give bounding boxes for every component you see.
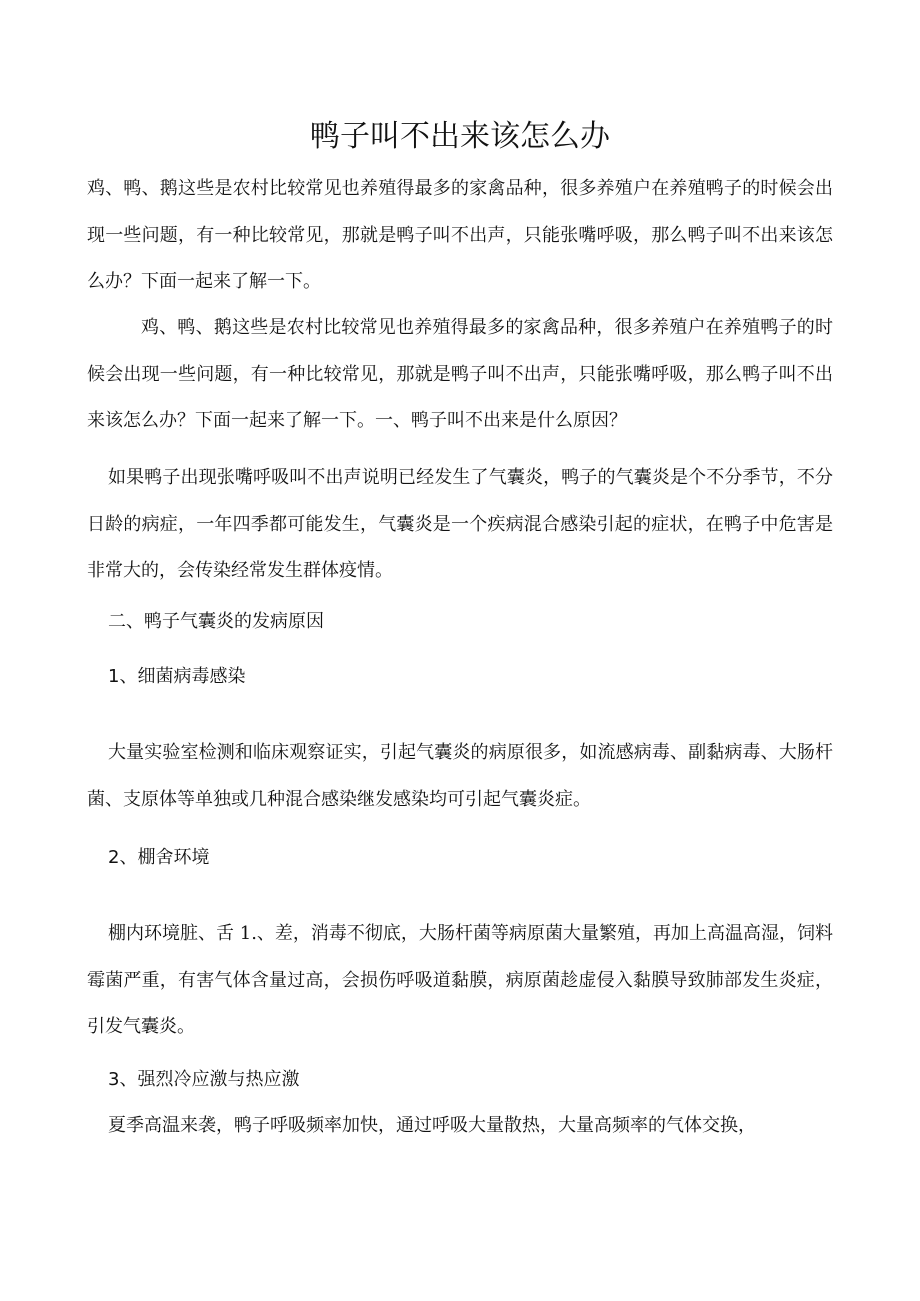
document-title: 鸭子叫不出来该怎么办 [310,119,610,154]
section-heading-causes: 二、鸭子气囊炎的发病原因 [108,611,324,632]
intro-paragraph: 鸡、鸭、鹅这些是农村比较常见也养殖得最多的家禽品种，很多养殖户在养殖鸭子的时候会出现一些问题，有一种比较常见，那就是鸭子叫不出声，只能张嘴呼吸，那么鸭子叫不出来该怎么办？下面一起来了解一下。 [87,178,833,292]
subheading-bacteria-virus: 1、细菌病毒感染 [108,666,246,687]
subheading-shed-environment: 2、棚舍环境 [108,847,210,868]
stress-paragraph: 夏季高温来袭，鸭子呼吸频率加快，通过呼吸大量散热，大量高频率的气体交换， [108,1115,756,1136]
subheading-stress: 3、强烈冷应激与热应激 [108,1069,300,1090]
cause-paragraph: 如果鸭子出现张嘴呼吸叫不出声说明已经发生了气囊炎，鸭子的气囊炎是个不分季节，不分日龄的病症，一年四季都可能发生，气囊炎是一个疾病混合感染引起的症状，在鸭子中危害是非常大的，会传染经常发生群体疫情。 [87,467,833,581]
bacteria-virus-paragraph: 大量实验室检测和临床观察证实，引起气囊炎的病原很多，如流感病毒、副黏病毒、大肠杆菌、支原体等单独或几种混合感染继发感染均可引起气囊炎症。 [87,742,833,810]
shed-environment-paragraph: 棚内环境脏、舌 1.、差，消毒不彻底，大肠杆菌等病原菌大量繁殖，再加上高温高湿，饲料霉菌严重，有害气体含量过高，会损伤呼吸道黏膜，病原菌趁虚侵入黏膜导致肺部发生炎症，引发气囊炎。 [87,923,833,1037]
intro-repeat-paragraph: 鸡、鸭、鹅这些是农村比较常见也养殖得最多的家禽品种，很多养殖户在养殖鸭子的时候会出现一些问题，有一种比较常见，那就是鸭子叫不出声，只能张嘴呼吸，那么鸭子叫不出来该怎么办？下面一起来了解一下。一、鸭子叫不出来是什么原因？ [87,317,833,431]
